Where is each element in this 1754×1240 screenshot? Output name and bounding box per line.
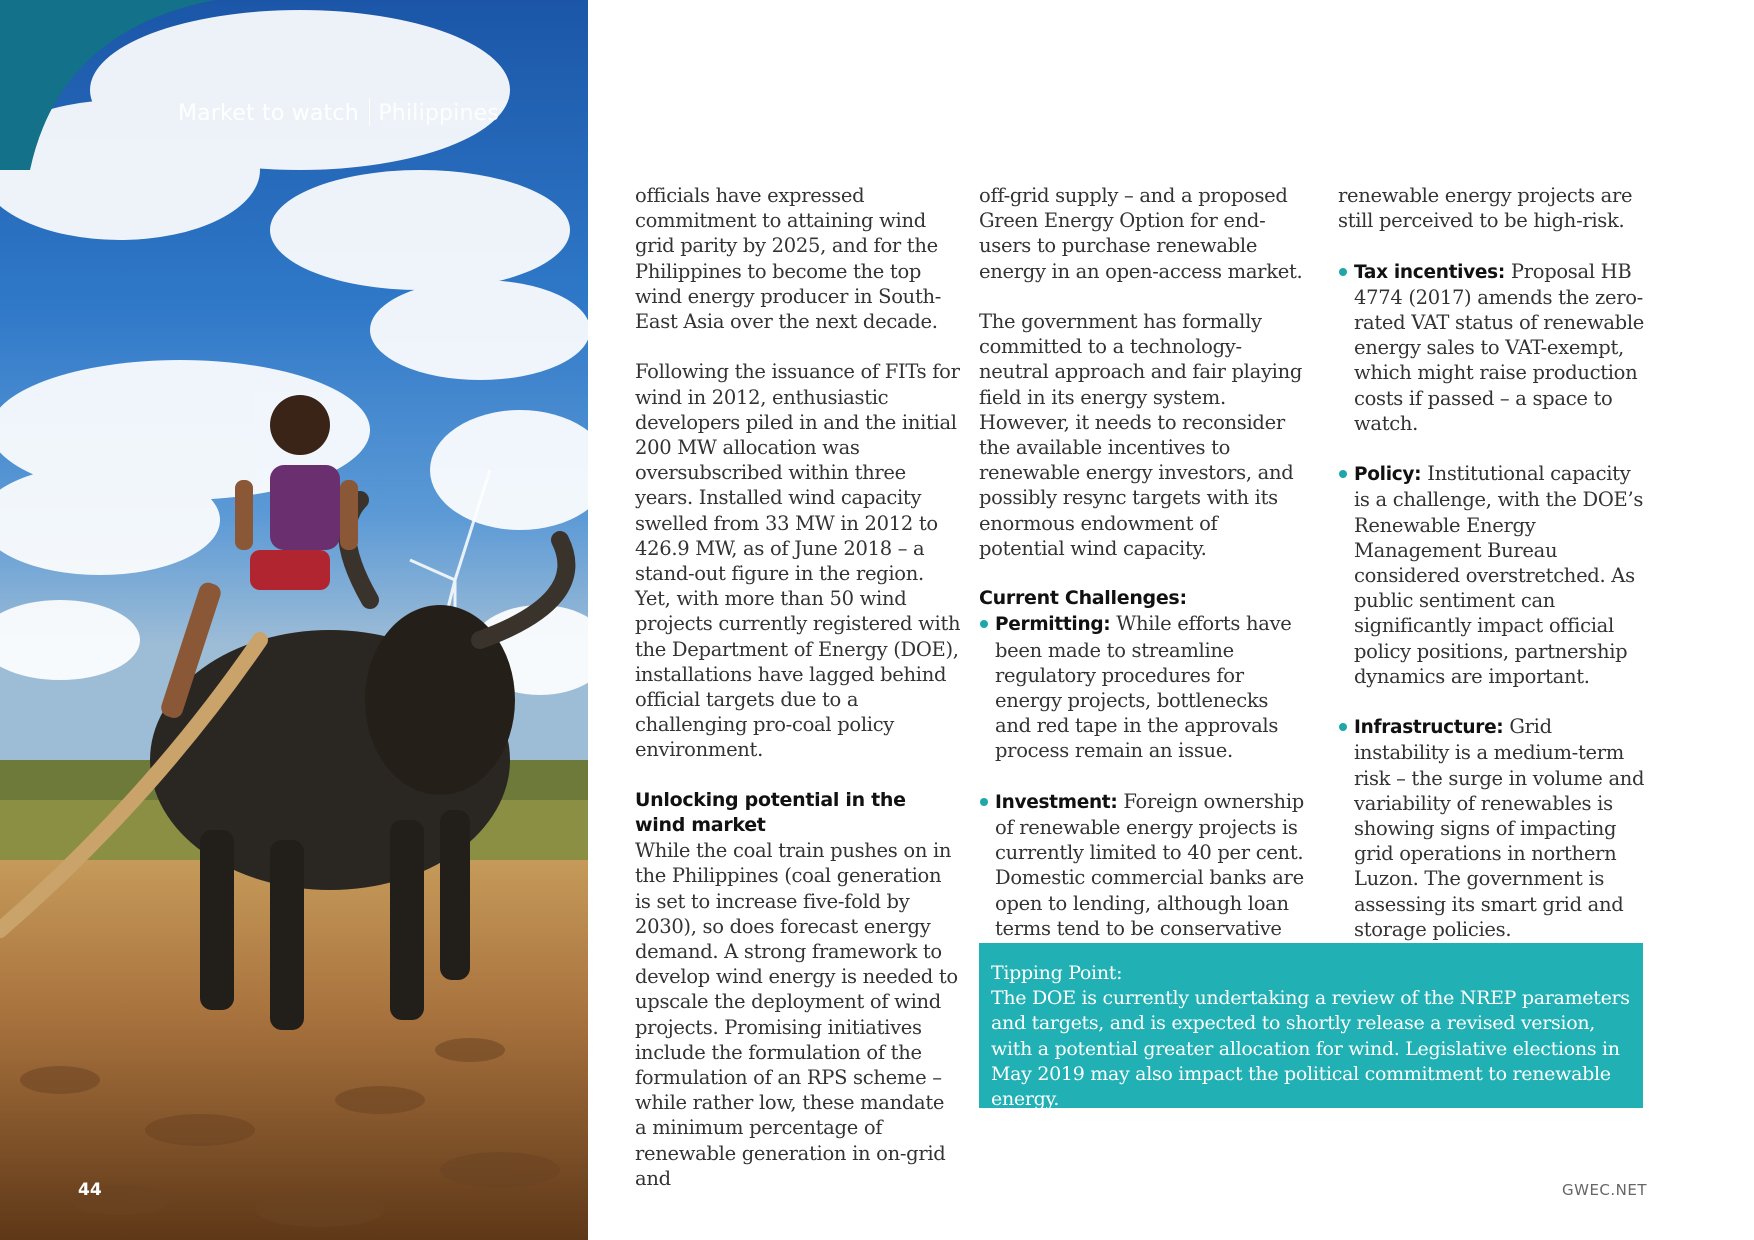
- text-column-1: [635, 183, 961, 1216]
- section-heading: Unlocking potential in the wind market: [635, 788, 906, 837]
- bullet-text: Institutional capacity is a challenge, with the DOE’s Renewable Energy Management Bureau considered overstretched. As public sentiment can significantly impact official policy positions, partnership dynamics are important.: [1354, 462, 1644, 688]
- paragraph: Following the issuance of FITs for wind in 2012, enthusiastic developers piled in and the initial 200 MW allocation was oversubscribed within three years. Installed wind capacity swelled from 33 MW in 2012 to 426.9 MW, as of June 2018 – a stand-out figure in the region. Yet, with more than 50 wind projects currently registered with the Department of Energy (DOE), installations have lagged behind official targets due to a challenging pro-coal policy environment.: [635, 360, 961, 762]
- list-item: [979, 611, 1305, 763]
- page-number: 44: [78, 1180, 102, 1200]
- text-column-2: [979, 183, 1305, 991]
- bullet-term: Policy:: [1354, 464, 1422, 486]
- bullet-text: While efforts have been made to streamline regulatory procedures for energy projects, bottlenecks and red tape in the approvals process remain an issue.: [995, 612, 1292, 763]
- cover-photo: [0, 0, 588, 1240]
- bullet-icon: [1339, 268, 1347, 276]
- bullet-term: Permitting:: [995, 614, 1111, 636]
- paragraph: While the coal train pushes on in the Philippines (coal generation is set to increase five-fold by 2030), so does forecast energy demand. A strong framework to develop wind energy is needed to upscale the deployment of wind projects. Promising initiatives include the formulation of the formulation of an RPS scheme – while rather low, these mandate a minimum percentage of renewable generation in on-grid and: [635, 839, 958, 1190]
- bullet-text: Foreign ownership of renewable energy projects is currently limited to 40 per cent. Domestic commercial banks are open to lending, although loan terms tend to be conservative: [995, 789, 1304, 940]
- paragraph: renewable energy projects are still perceived to be high-risk.: [1338, 184, 1633, 233]
- country-label: Philippines: [378, 101, 500, 126]
- bullet-term: Investment:: [995, 791, 1118, 813]
- section-header: [178, 98, 499, 126]
- section-heading: Current Challenges:: [979, 587, 1187, 610]
- bullet-term: Infrastructure:: [1354, 717, 1504, 739]
- bullet-term: Tax incentives:: [1354, 261, 1505, 283]
- challenges-list: [979, 611, 1305, 966]
- list-item: [1338, 461, 1648, 689]
- bullet-text: Grid instability is a medium-term risk – the surge in volume and variability of renewables is showing signs of impacting grid operations in northern Luzon. The government is assessing its smart grid and storage policies.: [1354, 715, 1645, 941]
- text-column-3: [1338, 183, 1648, 988]
- bullet-icon: [980, 798, 988, 806]
- bullet-icon: [980, 620, 988, 628]
- tipping-point-title: Tipping Point:: [991, 962, 1123, 984]
- header-divider: [369, 98, 371, 126]
- bullet-text: Proposal HB 4774 (2017) amends the zero-rated VAT status of renewable energy sales to VAT-exempt, which might raise production costs if passed – a space to watch.: [1354, 259, 1645, 435]
- bullet-icon: [1339, 723, 1347, 731]
- bullet-icon: [1339, 470, 1347, 478]
- footer-site-link[interactable]: GWEC.NET: [1562, 1181, 1648, 1199]
- paragraph: officials have expressed commitment to attaining wind grid parity by 2025, and for the Philippines to become the top wind energy producer in South-East Asia over the next decade.: [635, 184, 942, 334]
- list-item: [1338, 259, 1648, 436]
- paragraph: The government has formally committed to a technology-neutral approach and fair playing field in its energy system. However, it needs to reconsider the available incentives to renewable energy investors, and possibly resync targets with its enormous endowment of potential wind capacity.: [979, 310, 1303, 560]
- tipping-point-box: [979, 943, 1643, 1111]
- challenges-list-continued: [1338, 259, 1648, 942]
- list-item: [1338, 714, 1648, 942]
- tipping-point-text: The DOE is currently undertaking a review of the NREP parameters and targets, and is expected to shortly release a revised version, with a potential greater allocation for wind. Legislative elections in May 2019 may also impact the political commitment to renewable energy.: [991, 987, 1630, 1111]
- paragraph: off-grid supply – and a proposed Green Energy Option for end-users to purchase renewable energy in an open-access market.: [979, 184, 1303, 283]
- section-label: Market to watch: [178, 101, 359, 126]
- photo-illustration: [0, 0, 588, 1240]
- list-item: [979, 789, 1305, 966]
